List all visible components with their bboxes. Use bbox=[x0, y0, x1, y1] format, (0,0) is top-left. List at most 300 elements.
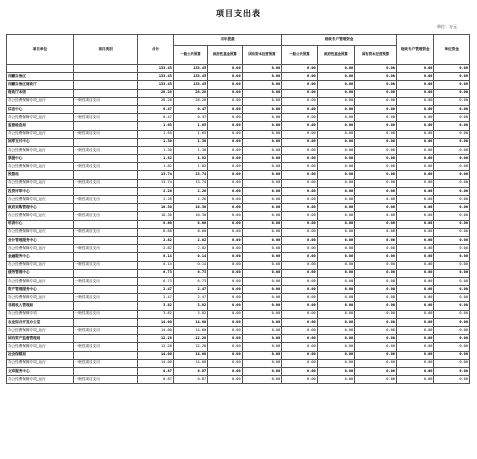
cell-value: 0.00 bbox=[434, 105, 470, 113]
cell-value: 0.00 bbox=[208, 310, 242, 318]
cell-value: 0.14 bbox=[138, 253, 173, 261]
table-row bbox=[7, 318, 470, 326]
cell-value: 0.00 bbox=[208, 212, 242, 220]
cell-value: 0.00 bbox=[434, 220, 470, 228]
cell-value: 0.00 bbox=[434, 187, 470, 195]
cell-value: 0.00 bbox=[242, 122, 282, 130]
cell-value: 1.65 bbox=[173, 130, 207, 138]
cell-value: 133.45 bbox=[138, 73, 173, 81]
table-row bbox=[7, 376, 470, 384]
cell-value: 1.82 bbox=[138, 155, 173, 163]
cell-value: 0.00 bbox=[282, 269, 317, 277]
cell-value: 0.00 bbox=[434, 228, 470, 236]
cell-value: 12.28 bbox=[138, 335, 173, 343]
cell-value: 0.47 bbox=[138, 114, 173, 122]
cell-project-category: 一般性项目支出 bbox=[73, 146, 138, 154]
cell-value: 0.00 bbox=[208, 327, 242, 335]
cell-value: 0.00 bbox=[282, 212, 317, 220]
cell-value: 0.00 bbox=[208, 343, 242, 351]
cell-project-unit: 办公经费保障专项_运行 bbox=[7, 212, 74, 220]
cell-project-category bbox=[73, 138, 138, 146]
cell-value: 0.00 bbox=[282, 277, 317, 285]
cell-value: 0.00 bbox=[242, 310, 282, 318]
cell-value: 0.00 bbox=[242, 65, 282, 73]
cell-value: 0.00 bbox=[434, 146, 470, 154]
cell-value: 0.00 bbox=[242, 97, 282, 105]
cell-value: 0.00 bbox=[396, 286, 434, 294]
cell-project-category: 一般性项目支出 bbox=[73, 196, 138, 204]
cell-value: 0.00 bbox=[242, 318, 282, 326]
cell-value: 0.00 bbox=[434, 97, 470, 105]
cell-value: 0.00 bbox=[242, 114, 282, 122]
cell-value: 0.00 bbox=[208, 122, 242, 130]
table-row bbox=[7, 114, 470, 122]
cell-project-category: 一般性项目支出 bbox=[73, 179, 138, 187]
cell-value: 0.00 bbox=[396, 351, 434, 359]
cell-value: 1.30 bbox=[138, 138, 173, 146]
cell-value: 1.65 bbox=[138, 130, 173, 138]
cell-project-unit: 债务管理中心 bbox=[7, 269, 74, 277]
cell-project-category: 一般性项目支出 bbox=[73, 277, 138, 285]
cell-value: 6.73 bbox=[138, 269, 173, 277]
cell-value: 2.82 bbox=[138, 236, 173, 244]
table-row bbox=[7, 204, 470, 212]
cell-value: 0.00 bbox=[396, 253, 434, 261]
cell-value: 0.00 bbox=[208, 155, 242, 163]
cell-value: 0.00 bbox=[355, 122, 397, 130]
cell-value: 0.00 bbox=[208, 130, 242, 138]
cell-value: 0.00 bbox=[396, 138, 434, 146]
cell-value: 0.00 bbox=[355, 253, 397, 261]
cell-value: 133.45 bbox=[173, 65, 207, 73]
cell-value: 0.00 bbox=[355, 73, 397, 81]
cell-value: 0.00 bbox=[282, 97, 317, 105]
cell-value: 0.00 bbox=[317, 335, 355, 343]
cell-value: 0.00 bbox=[242, 376, 282, 384]
cell-value: 0.00 bbox=[282, 130, 317, 138]
cell-project-unit: 会计管理服务中心 bbox=[7, 236, 74, 244]
cell-value: 10.30 bbox=[173, 204, 207, 212]
cell-value: 0.00 bbox=[282, 359, 317, 367]
cell-value: 0.00 bbox=[242, 286, 282, 294]
cell-value: 0.00 bbox=[355, 146, 397, 154]
table-row bbox=[7, 335, 470, 343]
table-row bbox=[7, 97, 470, 105]
cell-value: 2.26 bbox=[138, 196, 173, 204]
cell-project-unit: 办公经费保障专项_运行 bbox=[7, 343, 74, 351]
cell-value: 0.00 bbox=[317, 318, 355, 326]
cell-project-unit: 文印服务中心 bbox=[7, 367, 74, 375]
cell-value: 133.45 bbox=[173, 73, 207, 81]
cell-value: 0.00 bbox=[434, 351, 470, 359]
cell-value: 3.82 bbox=[138, 302, 173, 310]
cell-value: 0.14 bbox=[173, 253, 207, 261]
table-row bbox=[7, 367, 470, 375]
cell-value: 0.00 bbox=[355, 376, 397, 384]
cell-project-category bbox=[73, 367, 138, 375]
cell-value: 0.00 bbox=[208, 65, 242, 73]
cell-project-unit: 国库支付中心 bbox=[7, 138, 74, 146]
cell-value: 0.00 bbox=[434, 171, 470, 179]
cell-value: 0.00 bbox=[317, 204, 355, 212]
cell-value: 0.47 bbox=[173, 114, 207, 122]
cell-project-category bbox=[73, 302, 138, 310]
cell-value: 0.00 bbox=[317, 65, 355, 73]
cell-value: 0.00 bbox=[242, 130, 282, 138]
cell-value: 0.00 bbox=[282, 155, 317, 163]
header-general-budget-2: 一般公共预算 bbox=[282, 46, 317, 65]
cell-value: 14.00 bbox=[173, 327, 207, 335]
cell-value: 0.00 bbox=[317, 105, 355, 113]
cell-value: 14.00 bbox=[138, 318, 173, 326]
cell-project-unit: 办公经费保障专项_运行 bbox=[7, 163, 74, 171]
cell-value: 0.00 bbox=[355, 228, 397, 236]
cell-value: 0.00 bbox=[355, 65, 397, 73]
cell-value: 6.73 bbox=[173, 269, 207, 277]
cell-value: 0.00 bbox=[396, 367, 434, 375]
cell-value: 0.00 bbox=[355, 138, 397, 146]
cell-value: 2.47 bbox=[138, 286, 173, 294]
table-row bbox=[7, 245, 470, 253]
table-row bbox=[7, 261, 470, 269]
cell-value: 0.00 bbox=[317, 146, 355, 154]
cell-value: 0.00 bbox=[208, 73, 242, 81]
cell-value: 0.00 bbox=[242, 327, 282, 335]
cell-value: 0.00 bbox=[355, 351, 397, 359]
cell-project-category bbox=[73, 89, 138, 97]
cell-value: 0.00 bbox=[434, 81, 470, 89]
cell-value: 0.00 bbox=[242, 294, 282, 302]
expenditure-table bbox=[6, 34, 470, 384]
cell-value: 0.00 bbox=[208, 376, 242, 384]
cell-project-category bbox=[73, 220, 138, 228]
cell-project-category bbox=[73, 155, 138, 163]
cell-project-category: 一般性项目支出 bbox=[73, 343, 138, 351]
header-state-capital-budget: 国有资本经营预算 bbox=[242, 46, 282, 65]
cell-project-category bbox=[73, 73, 138, 81]
cell-value: 0.00 bbox=[355, 310, 397, 318]
cell-value: 1.65 bbox=[138, 122, 173, 130]
cell-value: 0.00 bbox=[434, 163, 470, 171]
cell-project-unit: 西藏自治区 bbox=[7, 73, 74, 81]
cell-project-unit: 办公经费保障专项_运行 bbox=[7, 359, 74, 367]
cell-value: 0.00 bbox=[396, 155, 434, 163]
cell-project-category bbox=[73, 253, 138, 261]
cell-project-unit bbox=[7, 65, 74, 73]
cell-project-category: 一般性项目支出 bbox=[73, 376, 138, 384]
cell-value: 0.00 bbox=[396, 171, 434, 179]
cell-value: 0.00 bbox=[208, 228, 242, 236]
cell-value: 0.00 bbox=[396, 97, 434, 105]
cell-value: 0.00 bbox=[396, 105, 434, 113]
cell-value: 0.00 bbox=[208, 138, 242, 146]
header-project-unit: 项目单位 bbox=[7, 35, 74, 65]
cell-value: 6.73 bbox=[173, 277, 207, 285]
cell-value: 0.00 bbox=[282, 236, 317, 244]
cell-value: 12.28 bbox=[173, 335, 207, 343]
cell-project-unit: 国有资产监督管理局 bbox=[7, 335, 74, 343]
cell-value: 0.00 bbox=[242, 155, 282, 163]
cell-value: 0.00 bbox=[355, 220, 397, 228]
cell-value: 0.00 bbox=[208, 196, 242, 204]
cell-value: 0.00 bbox=[317, 359, 355, 367]
cell-value: 0.00 bbox=[355, 204, 397, 212]
cell-value: 133.45 bbox=[138, 81, 173, 89]
cell-value: 0.00 bbox=[317, 171, 355, 179]
cell-value: 0.00 bbox=[317, 179, 355, 187]
cell-value: 0.00 bbox=[242, 367, 282, 375]
cell-value: 0.00 bbox=[317, 327, 355, 335]
cell-value: 0.00 bbox=[355, 318, 397, 326]
cell-project-category bbox=[73, 236, 138, 244]
table-row bbox=[7, 130, 470, 138]
cell-value: 0.00 bbox=[317, 122, 355, 130]
cell-value: 0.00 bbox=[396, 269, 434, 277]
cell-value: 0.00 bbox=[282, 228, 317, 236]
cell-value: 13.74 bbox=[173, 179, 207, 187]
cell-value: 3.82 bbox=[138, 310, 173, 318]
cell-value: 0.00 bbox=[282, 318, 317, 326]
cell-value: 0.00 bbox=[396, 294, 434, 302]
cell-value: 3.82 bbox=[173, 302, 207, 310]
cell-value: 8.60 bbox=[173, 228, 207, 236]
table-row bbox=[7, 236, 470, 244]
table-row bbox=[7, 179, 470, 187]
cell-value: 0.00 bbox=[396, 343, 434, 351]
cell-value: 0.00 bbox=[208, 146, 242, 154]
cell-project-unit: 资产管理服务中心 bbox=[7, 286, 74, 294]
cell-project-category bbox=[73, 81, 138, 89]
cell-project-unit: 非税收入管理局 bbox=[7, 302, 74, 310]
cell-value: 0.00 bbox=[208, 318, 242, 326]
cell-value: 0.00 bbox=[434, 236, 470, 244]
cell-value: 0.00 bbox=[396, 114, 434, 122]
cell-value: 0.00 bbox=[317, 114, 355, 122]
cell-value: 0.00 bbox=[317, 236, 355, 244]
cell-value: 2.82 bbox=[173, 236, 207, 244]
cell-project-category: 一般性项目支出 bbox=[73, 294, 138, 302]
cell-project-category bbox=[73, 269, 138, 277]
cell-value: 0.00 bbox=[317, 220, 355, 228]
cell-value: 12.28 bbox=[138, 343, 173, 351]
cell-project-category bbox=[73, 286, 138, 294]
cell-project-unit: 办公经费保障专项_运行 bbox=[7, 146, 74, 154]
cell-value: 0.00 bbox=[434, 376, 470, 384]
cell-value: 0.00 bbox=[282, 367, 317, 375]
cell-value: 0.87 bbox=[138, 376, 173, 384]
cell-value: 0.00 bbox=[355, 163, 397, 171]
table-row bbox=[7, 138, 470, 146]
cell-value: 0.00 bbox=[355, 114, 397, 122]
cell-value: 0.00 bbox=[282, 376, 317, 384]
cell-value: 0.00 bbox=[242, 163, 282, 171]
cell-value: 0.00 bbox=[434, 327, 470, 335]
cell-value: 1.82 bbox=[138, 163, 173, 171]
cell-project-unit: 办公经费保障专项_运行 bbox=[7, 327, 74, 335]
cell-value: 0.00 bbox=[242, 89, 282, 97]
cell-value: 0.14 bbox=[173, 261, 207, 269]
cell-value: 0.00 bbox=[282, 286, 317, 294]
cell-value: 0.00 bbox=[434, 335, 470, 343]
cell-value: 0.00 bbox=[355, 97, 397, 105]
cell-value: 0.00 bbox=[434, 245, 470, 253]
cell-value: 0.00 bbox=[355, 335, 397, 343]
cell-value: 2.26 bbox=[173, 196, 207, 204]
header-row-group bbox=[7, 35, 470, 46]
cell-value: 10.30 bbox=[138, 212, 173, 220]
cell-value: 0.00 bbox=[317, 277, 355, 285]
cell-value: 0.00 bbox=[355, 187, 397, 195]
cell-value: 0.00 bbox=[242, 351, 282, 359]
cell-value: 0.00 bbox=[208, 294, 242, 302]
cell-value: 0.00 bbox=[282, 327, 317, 335]
cell-project-unit: 财政厅本级 bbox=[7, 89, 74, 97]
cell-project-unit: 培训中心 bbox=[7, 220, 74, 228]
cell-value: 0.87 bbox=[173, 367, 207, 375]
cell-value: 14.00 bbox=[173, 318, 207, 326]
cell-project-unit: 办公经费保障专项_运行 bbox=[7, 97, 74, 105]
cell-value: 133.45 bbox=[173, 81, 207, 89]
cell-value: 0.00 bbox=[282, 146, 317, 154]
cell-value: 0.00 bbox=[317, 376, 355, 384]
cell-value: 0.00 bbox=[282, 245, 317, 253]
cell-project-unit: 办公经费保障专项_运行 bbox=[7, 294, 74, 302]
cell-value: 0.00 bbox=[355, 343, 397, 351]
cell-value: 133.45 bbox=[138, 65, 173, 73]
cell-project-unit: 预算局 bbox=[7, 171, 74, 179]
cell-value: 0.00 bbox=[434, 196, 470, 204]
cell-value: 14.00 bbox=[138, 359, 173, 367]
cell-value: 0.00 bbox=[434, 294, 470, 302]
cell-value: 0.00 bbox=[355, 261, 397, 269]
cell-value: 6.73 bbox=[138, 277, 173, 285]
cell-value: 0.00 bbox=[317, 286, 355, 294]
cell-value: 0.00 bbox=[396, 335, 434, 343]
cell-value: 0.00 bbox=[396, 81, 434, 89]
cell-value: 28.28 bbox=[173, 89, 207, 97]
cell-project-category bbox=[73, 122, 138, 130]
cell-value: 0.00 bbox=[355, 286, 397, 294]
cell-value: 0.00 bbox=[434, 114, 470, 122]
cell-value: 0.00 bbox=[208, 236, 242, 244]
cell-value: 0.00 bbox=[317, 310, 355, 318]
cell-project-unit: 办公经费保障专项_运行 bbox=[7, 228, 74, 236]
cell-value: 0.00 bbox=[282, 187, 317, 195]
cell-value: 0.00 bbox=[355, 269, 397, 277]
cell-value: 0.00 bbox=[282, 138, 317, 146]
cell-value: 0.00 bbox=[434, 138, 470, 146]
cell-project-unit: 信息中心 bbox=[7, 105, 74, 113]
cell-value: 10.30 bbox=[173, 212, 207, 220]
table-row bbox=[7, 171, 470, 179]
cell-value: 1.30 bbox=[173, 146, 207, 154]
cell-value: 13.74 bbox=[138, 179, 173, 187]
cell-value: 2.82 bbox=[138, 245, 173, 253]
cell-value: 0.00 bbox=[282, 171, 317, 179]
cell-value: 0.00 bbox=[355, 302, 397, 310]
cell-value: 0.00 bbox=[242, 220, 282, 228]
cell-project-unit: 办公经费保障专项_运行 bbox=[7, 196, 74, 204]
cell-value: 0.00 bbox=[396, 245, 434, 253]
table-row bbox=[7, 351, 470, 359]
cell-value: 0.00 bbox=[208, 245, 242, 253]
table-row bbox=[7, 269, 470, 277]
cell-value: 2.47 bbox=[173, 294, 207, 302]
table-row bbox=[7, 81, 470, 89]
header-unit-funds: 单位资金 bbox=[434, 35, 470, 65]
table-row bbox=[7, 302, 470, 310]
cell-value: 0.00 bbox=[317, 212, 355, 220]
cell-value: 0.00 bbox=[242, 269, 282, 277]
cell-value: 0.00 bbox=[208, 171, 242, 179]
cell-value: 0.00 bbox=[242, 335, 282, 343]
header-special-account-funds: 财政专户管理资金 bbox=[396, 35, 434, 65]
cell-value: 0.00 bbox=[355, 81, 397, 89]
table-row bbox=[7, 122, 470, 130]
cell-project-unit: 办公经费保障专项_运行 bbox=[7, 261, 74, 269]
cell-value: 0.00 bbox=[208, 204, 242, 212]
cell-project-unit: 金融服务中心 bbox=[7, 253, 74, 261]
cell-value: 0.00 bbox=[242, 105, 282, 113]
cell-project-category bbox=[73, 318, 138, 326]
cell-value: 0.00 bbox=[282, 351, 317, 359]
cell-project-category: 一般性项目支出 bbox=[73, 359, 138, 367]
header-general-budget: 一般公共预算 bbox=[173, 46, 207, 65]
cell-value: 0.00 bbox=[434, 286, 470, 294]
cell-project-category bbox=[73, 335, 138, 343]
cell-value: 0.00 bbox=[434, 310, 470, 318]
cell-project-category bbox=[73, 351, 138, 359]
cell-value: 0.00 bbox=[434, 73, 470, 81]
cell-value: 0.47 bbox=[173, 105, 207, 113]
header-current-year-appropriation: 当年拨款 bbox=[173, 35, 281, 46]
cell-project-category: 一般性项目支出 bbox=[73, 212, 138, 220]
cell-value: 0.00 bbox=[396, 318, 434, 326]
cell-value: 0.00 bbox=[208, 105, 242, 113]
cell-value: 14.00 bbox=[173, 359, 207, 367]
cell-value: 0.00 bbox=[355, 245, 397, 253]
table-row bbox=[7, 277, 470, 285]
cell-value: 8.60 bbox=[138, 228, 173, 236]
cell-project-unit: 农业综合开发办公室 bbox=[7, 318, 74, 326]
cell-value: 14.00 bbox=[138, 351, 173, 359]
cell-value: 0.00 bbox=[434, 261, 470, 269]
cell-value: 8.60 bbox=[138, 220, 173, 228]
cell-project-unit: 社会保障局 bbox=[7, 351, 74, 359]
cell-value: 0.47 bbox=[138, 105, 173, 113]
cell-value: 0.00 bbox=[396, 302, 434, 310]
cell-value: 0.00 bbox=[282, 105, 317, 113]
header-total: 合计 bbox=[138, 35, 173, 65]
cell-project-category: 一般性项目支出 bbox=[73, 163, 138, 171]
cell-value: 14.00 bbox=[138, 327, 173, 335]
cell-value: 0.00 bbox=[317, 343, 355, 351]
table-row bbox=[7, 89, 470, 97]
cell-value: 0.00 bbox=[282, 114, 317, 122]
page-title: 项目支出表 bbox=[216, 9, 261, 18]
cell-value: 0.00 bbox=[396, 236, 434, 244]
cell-value: 28.28 bbox=[173, 97, 207, 105]
cell-value: 12.28 bbox=[173, 343, 207, 351]
cell-value: 0.00 bbox=[242, 187, 282, 195]
cell-value: 0.00 bbox=[396, 376, 434, 384]
cell-value: 0.00 bbox=[396, 196, 434, 204]
cell-value: 0.00 bbox=[208, 81, 242, 89]
cell-value: 0.00 bbox=[242, 261, 282, 269]
cell-value: 0.00 bbox=[208, 351, 242, 359]
cell-project-unit: 办公经费保障专项_运行 bbox=[7, 130, 74, 138]
table-row bbox=[7, 187, 470, 195]
